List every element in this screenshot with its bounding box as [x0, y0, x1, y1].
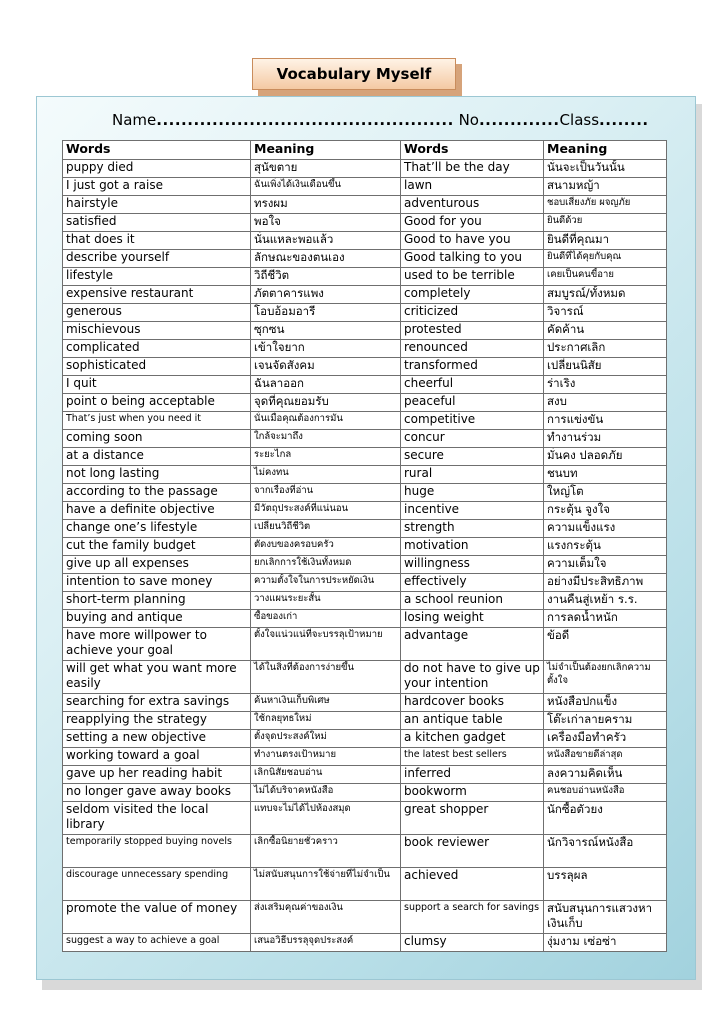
- table-row: [63, 196, 667, 214]
- word-cell: describe yourself: [63, 250, 251, 268]
- word-cell: no longer gave away books: [63, 784, 251, 802]
- column-header-meaning: Meaning: [544, 141, 667, 160]
- meaning-cell: ยกเลิกการใช้เงินทั้งหมด: [251, 556, 401, 574]
- word-cell: used to be terrible: [401, 268, 544, 286]
- meaning-cell: เคยเป็นคนขี้อาย: [544, 268, 667, 286]
- meaning-cell: สมบูรณ์/ทั้งหมด: [544, 286, 667, 304]
- word-cell: cut the family budget: [63, 538, 251, 556]
- word-cell: setting a new objective: [63, 730, 251, 748]
- meaning-cell: ทำงานตรงเป้าหมาย: [251, 748, 401, 766]
- meaning-cell: คนชอบอ่านหนังสือ: [544, 784, 667, 802]
- meaning-cell: ไม่สนับสนุนการใช้จ่ายที่ไม่จำเป็น: [251, 868, 401, 901]
- word-cell: rural: [401, 466, 544, 484]
- meaning-cell: อย่างมีประสิทธิภาพ: [544, 574, 667, 592]
- word-cell: I just got a raise: [63, 178, 251, 196]
- table-row: [63, 592, 667, 610]
- vocabulary-rows: [63, 160, 667, 952]
- meaning-cell: นั่นเมื่อคุณต้องการมัน: [251, 412, 401, 430]
- meaning-cell: นั่นแหละพอแล้ว: [251, 232, 401, 250]
- word-cell: inferred: [401, 766, 544, 784]
- word-cell: do not have to give up your intention: [401, 661, 544, 694]
- table-row: [63, 304, 667, 322]
- word-cell: bookworm: [401, 784, 544, 802]
- meaning-cell: ฉันเพิ่งได้เงินเดือนขึ้น: [251, 178, 401, 196]
- meaning-cell: สุนัขตาย: [251, 160, 401, 178]
- word-cell: Good for you: [401, 214, 544, 232]
- class-label: Class: [559, 111, 600, 129]
- word-cell: puppy died: [63, 160, 251, 178]
- word-cell: hairstyle: [63, 196, 251, 214]
- word-cell: will get what you want more easily: [63, 661, 251, 694]
- word-cell: searching for extra savings: [63, 694, 251, 712]
- word-cell: expensive restaurant: [63, 286, 251, 304]
- word-cell: criticized: [401, 304, 544, 322]
- word-cell: strength: [401, 520, 544, 538]
- meaning-cell: ความแข็งแรง: [544, 520, 667, 538]
- meaning-cell: ยินดีด้วย: [544, 214, 667, 232]
- meaning-cell: มีวัตถุประสงค์ที่แน่นอน: [251, 502, 401, 520]
- table-row: [63, 520, 667, 538]
- word-cell: sophisticated: [63, 358, 251, 376]
- meaning-cell: ลงความคิดเห็น: [544, 766, 667, 784]
- table-row: [63, 730, 667, 748]
- meaning-cell: ร่าเริง: [544, 376, 667, 394]
- column-header-words: Words: [63, 141, 251, 160]
- meaning-cell: วางแผนระยะสั้น: [251, 592, 401, 610]
- meaning-cell: นั่นจะเป็นวันนั้น: [544, 160, 667, 178]
- word-cell: an antique table: [401, 712, 544, 730]
- table-row: [63, 712, 667, 730]
- table-row: [63, 358, 667, 376]
- word-cell: complicated: [63, 340, 251, 358]
- table-row: [63, 628, 667, 661]
- word-cell: concur: [401, 430, 544, 448]
- word-cell: short-term planning: [63, 592, 251, 610]
- meaning-cell: ซุกซน: [251, 322, 401, 340]
- name-blank[interactable]: ................................................: [156, 111, 454, 129]
- word-cell: protested: [401, 322, 544, 340]
- table-row: [63, 448, 667, 466]
- meaning-cell: เสนอวิธีบรรลุจุดประสงค์: [251, 934, 401, 952]
- meaning-cell: ค้นหาเงินเก็บพิเศษ: [251, 694, 401, 712]
- word-cell: intention to save money: [63, 574, 251, 592]
- word-cell: secure: [401, 448, 544, 466]
- table-row: [63, 694, 667, 712]
- meaning-cell: เลิกซื้อนิยายชั่วคราว: [251, 835, 401, 868]
- word-cell: gave up her reading habit: [63, 766, 251, 784]
- table-row: [63, 556, 667, 574]
- meaning-cell: เปลี่ยนนิสัย: [544, 358, 667, 376]
- meaning-cell: ตั้งจุดประสงค์ใหม่: [251, 730, 401, 748]
- meaning-cell: หนังสือปกแข็ง: [544, 694, 667, 712]
- student-info-line: [112, 106, 672, 134]
- table-row: [63, 484, 667, 502]
- meaning-cell: นักซื้อตัวยง: [544, 802, 667, 835]
- word-cell: competitive: [401, 412, 544, 430]
- word-cell: advantage: [401, 628, 544, 661]
- meaning-cell: ทำงานร่วม: [544, 430, 667, 448]
- table-row: [63, 376, 667, 394]
- word-cell: discourage unnecessary spending: [63, 868, 251, 901]
- meaning-cell: สงบ: [544, 394, 667, 412]
- word-cell: transformed: [401, 358, 544, 376]
- meaning-cell: จุดที่คุณยอมรับ: [251, 394, 401, 412]
- word-cell: adventurous: [401, 196, 544, 214]
- meaning-cell: จากเรื่องที่อ่าน: [251, 484, 401, 502]
- number-blank[interactable]: .............: [478, 111, 560, 129]
- table-row: [63, 766, 667, 784]
- word-cell: Good talking to you: [401, 250, 544, 268]
- meaning-cell: เข้าใจยาก: [251, 340, 401, 358]
- word-cell: have a definite objective: [63, 502, 251, 520]
- table-row: [63, 835, 667, 868]
- table-row: [63, 412, 667, 430]
- meaning-cell: คัดค้าน: [544, 322, 667, 340]
- table-row: [63, 214, 667, 232]
- meaning-cell: นักวิจารณ์หนังสือ: [544, 835, 667, 868]
- word-cell: mischievous: [63, 322, 251, 340]
- meaning-cell: ภัตตาคารแพง: [251, 286, 401, 304]
- word-cell: clumsy: [401, 934, 544, 952]
- meaning-cell: ส่งเสริมคุณค่าของเงิน: [251, 901, 401, 934]
- table-row: [63, 868, 667, 901]
- word-cell: a school reunion: [401, 592, 544, 610]
- table-row: [63, 934, 667, 952]
- word-cell: That’ll be the day: [401, 160, 544, 178]
- word-cell: losing weight: [401, 610, 544, 628]
- meaning-cell: บรรลุผล: [544, 868, 667, 901]
- word-cell: at a distance: [63, 448, 251, 466]
- meaning-cell: งุ่มงาม เซ่อซ่า: [544, 934, 667, 952]
- meaning-cell: เจนจัดสังคม: [251, 358, 401, 376]
- meaning-cell: ทรงผม: [251, 196, 401, 214]
- word-cell: lawn: [401, 178, 544, 196]
- word-cell: not long lasting: [63, 466, 251, 484]
- meaning-cell: สนามหญ้า: [544, 178, 667, 196]
- meaning-cell: ชอบเสี่ยงภัย ผจญภัย: [544, 196, 667, 214]
- table-row: [63, 748, 667, 766]
- page-title: Vocabulary Myself: [252, 58, 456, 90]
- meaning-cell: ตั้งใจแน่วแน่ที่จะบรรลุเป้าหมาย: [251, 628, 401, 661]
- meaning-cell: ลักษณะของตนเอง: [251, 250, 401, 268]
- table-row: [63, 178, 667, 196]
- table-header-row: [63, 141, 667, 160]
- word-cell: willingness: [401, 556, 544, 574]
- meaning-cell: ใกล้จะมาถึง: [251, 430, 401, 448]
- word-cell: a kitchen gadget: [401, 730, 544, 748]
- meaning-cell: วิจารณ์: [544, 304, 667, 322]
- meaning-cell: ประกาศเลิก: [544, 340, 667, 358]
- meaning-cell: พอใจ: [251, 214, 401, 232]
- meaning-cell: ซื้อของเก่า: [251, 610, 401, 628]
- word-cell: working toward a goal: [63, 748, 251, 766]
- meaning-cell: ไม่ได้บริจาคหนังสือ: [251, 784, 401, 802]
- word-cell: Good to have you: [401, 232, 544, 250]
- word-cell: hardcover books: [401, 694, 544, 712]
- meaning-cell: โต๊ะเก่าลายคราม: [544, 712, 667, 730]
- word-cell: cheerful: [401, 376, 544, 394]
- meaning-cell: ระยะไกล: [251, 448, 401, 466]
- word-cell: lifestyle: [63, 268, 251, 286]
- word-cell: renounced: [401, 340, 544, 358]
- meaning-cell: ยินดีที่คุณมา: [544, 232, 667, 250]
- word-cell: completely: [401, 286, 544, 304]
- table-row: [63, 250, 667, 268]
- table-row: [63, 394, 667, 412]
- column-header-words: Words: [401, 141, 544, 160]
- table-row: [63, 802, 667, 835]
- meaning-cell: ชนบท: [544, 466, 667, 484]
- meaning-cell: โอบอ้อมอารี: [251, 304, 401, 322]
- meaning-cell: วิถีชีวิต: [251, 268, 401, 286]
- word-cell: book reviewer: [401, 835, 544, 868]
- word-cell: great shopper: [401, 802, 544, 835]
- word-cell: incentive: [401, 502, 544, 520]
- word-cell: the latest best sellers: [401, 748, 544, 766]
- meaning-cell: เปลี่ยนวิถีชีวิต: [251, 520, 401, 538]
- meaning-cell: สนับสนุนการแสวงหาเงินเก็บ: [544, 901, 667, 934]
- word-cell: satisfied: [63, 214, 251, 232]
- title-banner: [252, 58, 466, 98]
- table-row: [63, 502, 667, 520]
- table-row: [63, 340, 667, 358]
- meaning-cell: ไม่จำเป็นต้องยกเลิกความตั้งใจ: [544, 661, 667, 694]
- word-cell: generous: [63, 304, 251, 322]
- meaning-cell: มั่นคง ปลอดภัย: [544, 448, 667, 466]
- word-cell: seldom visited the local library: [63, 802, 251, 835]
- meaning-cell: ฉันลาออก: [251, 376, 401, 394]
- word-cell: point o being acceptable: [63, 394, 251, 412]
- table-row: [63, 538, 667, 556]
- meaning-cell: แทบจะไม่ได้ไปห้องสมุด: [251, 802, 401, 835]
- word-cell: support a search for savings: [401, 901, 544, 934]
- number-label: No: [458, 111, 479, 129]
- table-row: [63, 322, 667, 340]
- vocabulary-table: [62, 140, 667, 952]
- word-cell: huge: [401, 484, 544, 502]
- table-row: [63, 160, 667, 178]
- table-row: [63, 574, 667, 592]
- column-header-meaning: Meaning: [251, 141, 401, 160]
- meaning-cell: การลดน้ำหนัก: [544, 610, 667, 628]
- word-cell: temporarily stopped buying novels: [63, 835, 251, 868]
- word-cell: have more willpower to achieve your goal: [63, 628, 251, 661]
- word-cell: reapplying the strategy: [63, 712, 251, 730]
- table-row: [63, 430, 667, 448]
- word-cell: That’s just when you need it: [63, 412, 251, 430]
- meaning-cell: ใหญ่โต: [544, 484, 667, 502]
- meaning-cell: ไม่คงทน: [251, 466, 401, 484]
- word-cell: peaceful: [401, 394, 544, 412]
- table-row: [63, 610, 667, 628]
- word-cell: according to the passage: [63, 484, 251, 502]
- table-row: [63, 784, 667, 802]
- meaning-cell: ได้ในสิ่งที่ต้องการง่ายขึ้น: [251, 661, 401, 694]
- table-row: [63, 661, 667, 694]
- table-row: [63, 286, 667, 304]
- word-cell: suggest a way to achieve a goal: [63, 934, 251, 952]
- word-cell: that does it: [63, 232, 251, 250]
- word-cell: change one’s lifestyle: [63, 520, 251, 538]
- meaning-cell: เลิกนิสัยชอบอ่าน: [251, 766, 401, 784]
- word-cell: achieved: [401, 868, 544, 901]
- meaning-cell: งานคืนสู่เหย้า ร.ร.: [544, 592, 667, 610]
- table-row: [63, 232, 667, 250]
- table-row: [63, 901, 667, 934]
- class-blank[interactable]: ........: [599, 111, 649, 129]
- meaning-cell: การแข่งขัน: [544, 412, 667, 430]
- word-cell: promote the value of money: [63, 901, 251, 934]
- meaning-cell: ใช้กลยุทธใหม่: [251, 712, 401, 730]
- word-cell: motivation: [401, 538, 544, 556]
- meaning-cell: แรงกระตุ้น: [544, 538, 667, 556]
- meaning-cell: เครื่องมือทำครัว: [544, 730, 667, 748]
- word-cell: I quit: [63, 376, 251, 394]
- table-row: [63, 268, 667, 286]
- meaning-cell: ความตั้งใจในการประหยัดเงิน: [251, 574, 401, 592]
- name-label: Name: [112, 111, 157, 129]
- meaning-cell: หนังสือขายดีล่าสุด: [544, 748, 667, 766]
- table-row: [63, 466, 667, 484]
- word-cell: buying and antique: [63, 610, 251, 628]
- word-cell: effectively: [401, 574, 544, 592]
- word-cell: coming soon: [63, 430, 251, 448]
- meaning-cell: ตัดงบของครอบครัว: [251, 538, 401, 556]
- meaning-cell: ยินดีที่ได้คุยกับคุณ: [544, 250, 667, 268]
- meaning-cell: ข้อดี: [544, 628, 667, 661]
- meaning-cell: กระตุ้น จูงใจ: [544, 502, 667, 520]
- word-cell: give up all expenses: [63, 556, 251, 574]
- meaning-cell: ความเต็มใจ: [544, 556, 667, 574]
